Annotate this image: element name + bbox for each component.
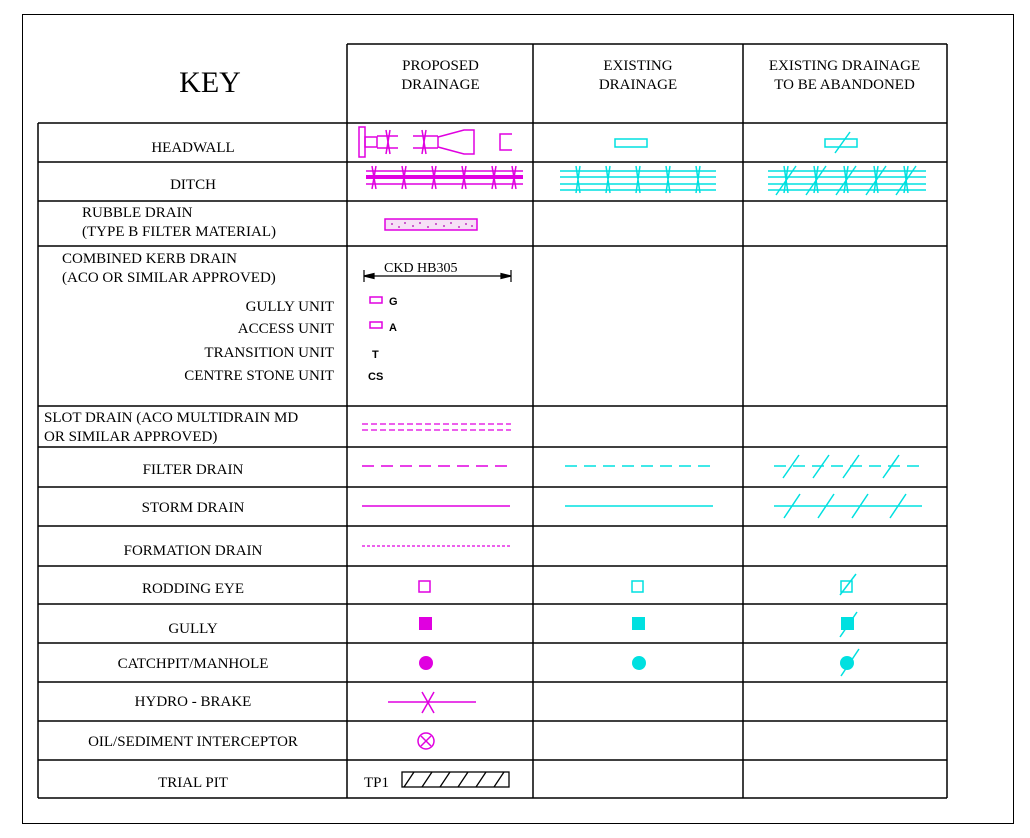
catchpit-proposed-symbol — [419, 656, 433, 670]
label-slot-drain-line1: SLOT DRAIN (ACO MULTIDRAIN MD — [44, 410, 299, 426]
label-oil-interceptor: OIL/SEDIMENT INTERCEPTOR — [88, 734, 298, 750]
label-filter-drain: FILTER DRAIN — [142, 462, 244, 478]
access-unit-symbol — [370, 322, 382, 328]
catchpit-abandoned-symbol — [840, 649, 859, 676]
label-rodding-eye: RODDING EYE — [141, 581, 245, 597]
kerb-code-label: CKD HB305 — [384, 261, 458, 276]
kerb-dimension-line — [364, 270, 511, 282]
label-combined-kerb-line2: (ACO OR SIMILAR APPROVED) — [62, 270, 276, 286]
ditch-abandoned-symbol — [768, 166, 926, 195]
rodding-eye-abandoned-symbol — [840, 574, 856, 595]
label-catchpit: CATCHPIT/MANHOLE — [117, 656, 269, 672]
header-abandoned-line2: TO BE ABANDONED — [774, 77, 915, 93]
storm-drain-abandoned-symbol — [774, 494, 922, 518]
rubble-drain-proposed-symbol — [385, 219, 477, 230]
header-existing-line1: EXISTING — [603, 58, 673, 74]
label-rubble-drain-line1: RUBBLE DRAIN — [82, 205, 193, 221]
access-unit-code: A — [389, 322, 397, 334]
label-gully: GULLY — [168, 621, 218, 637]
transition-unit-code: T — [372, 349, 379, 361]
gully-abandoned-symbol — [840, 612, 857, 637]
header-abandoned-line1: EXISTING DRAINAGE — [768, 58, 921, 74]
ditch-existing-symbol — [560, 166, 716, 193]
label-slot-drain-line2: OR SIMILAR APPROVED) — [44, 429, 218, 445]
catchpit-existing-symbol — [632, 656, 646, 670]
label-access-unit: ACCESS UNIT — [237, 321, 334, 337]
rodding-eye-proposed-symbol — [419, 581, 430, 592]
label-rubble-drain-line2: (TYPE B FILTER MATERIAL) — [82, 224, 277, 240]
label-hydro-brake: HYDRO - BRAKE — [134, 694, 252, 710]
gully-proposed-symbol — [419, 617, 432, 630]
label-storm-drain: STORM DRAIN — [141, 500, 245, 516]
gully-unit-symbol — [370, 297, 382, 303]
label-headwall: HEADWALL — [151, 140, 235, 156]
label-ditch: DITCH — [170, 177, 216, 193]
label-formation-drain: FORMATION DRAIN — [123, 543, 263, 559]
trial-pit-code: TP1 — [364, 775, 390, 791]
header-existing-line2: DRAINAGE — [598, 77, 678, 93]
hydro-brake-proposed-symbol — [388, 692, 476, 713]
slot-drain-proposed-symbol — [362, 424, 511, 430]
ditch-proposed-symbol — [366, 166, 523, 189]
gully-existing-symbol — [632, 617, 645, 630]
trial-pit-proposed-symbol — [402, 772, 509, 787]
label-centre-stone-unit: CENTRE STONE UNIT — [184, 368, 334, 384]
rodding-eye-existing-symbol — [632, 581, 643, 592]
header-proposed-line1: PROPOSED — [402, 58, 479, 74]
gully-unit-code: G — [389, 296, 398, 308]
headwall-existing-symbol — [615, 139, 647, 147]
label-trial-pit: TRIAL PIT — [158, 775, 228, 791]
table-grid — [38, 44, 947, 798]
key-title: KEY — [179, 66, 241, 99]
oil-interceptor-proposed-symbol — [418, 733, 434, 749]
headwall-proposed-symbol — [359, 127, 512, 157]
label-combined-kerb-line1: COMBINED KERB DRAIN — [62, 251, 238, 267]
header-proposed-line2: DRAINAGE — [401, 77, 480, 93]
label-transition-unit: TRANSITION UNIT — [204, 345, 334, 361]
filter-drain-abandoned-symbol — [774, 455, 922, 478]
centre-stone-code: CS — [368, 371, 384, 383]
label-gully-unit: GULLY UNIT — [245, 299, 334, 315]
headwall-abandoned-symbol — [825, 132, 857, 153]
